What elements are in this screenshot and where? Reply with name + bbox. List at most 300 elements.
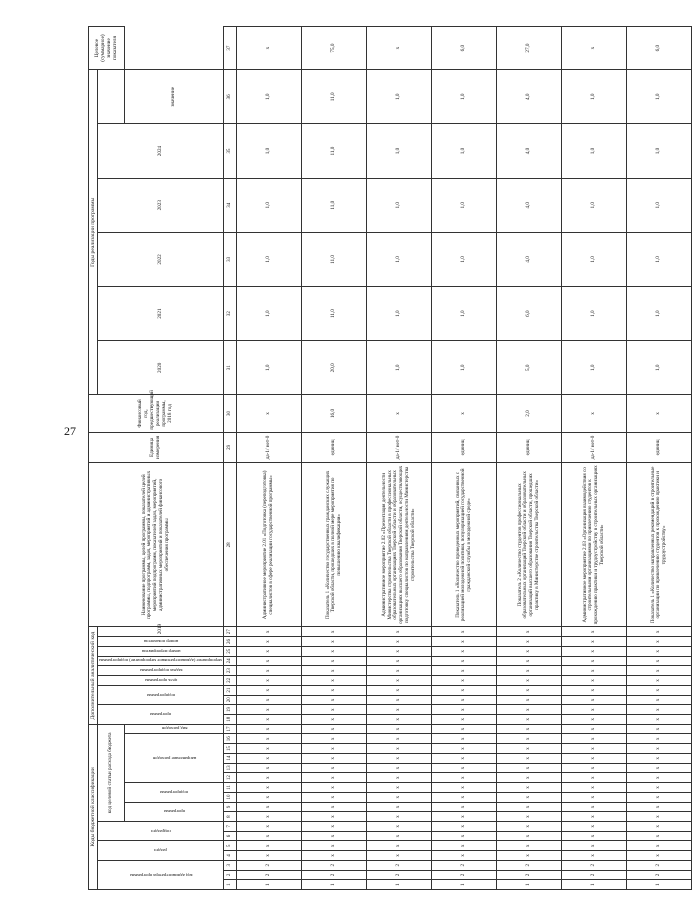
- year-value: 11,0: [302, 178, 367, 232]
- code-cell: x: [302, 715, 367, 725]
- code-cell: x: [432, 715, 497, 725]
- code-cell: 2: [237, 870, 302, 880]
- code-cell: x: [237, 646, 302, 656]
- code-cell: x: [237, 792, 302, 802]
- code-cell: x: [302, 783, 367, 793]
- code-cell: x: [367, 724, 432, 734]
- year-value: 1,0: [562, 124, 627, 178]
- code-cell: x: [562, 802, 627, 812]
- unit-cell: единиц: [627, 432, 692, 463]
- code-cell: x: [627, 666, 692, 676]
- code-cell: x: [497, 666, 562, 676]
- code-cell: x: [432, 831, 497, 841]
- code-cell: x: [367, 802, 432, 812]
- code-cell: x: [302, 646, 367, 656]
- col-num: 17: [224, 724, 237, 734]
- code-cell: x: [562, 637, 627, 647]
- year-value: 1,0: [562, 287, 627, 341]
- additional-code-header: Дополнительный аналитический код: [89, 627, 98, 724]
- code-cell: x: [432, 627, 497, 637]
- col-num: 20: [224, 695, 237, 705]
- code-cell: x: [627, 676, 692, 686]
- code-cell: 1: [237, 880, 302, 890]
- year-value: 1,0: [432, 287, 497, 341]
- code-cell: x: [432, 676, 497, 686]
- code-cell: x: [237, 685, 302, 695]
- expense-type-header: вид расходов: [125, 724, 224, 734]
- code-cell: x: [432, 637, 497, 647]
- years-header: Годы реализации программы: [89, 70, 98, 395]
- section-header: раздел: [98, 841, 224, 860]
- code-cell: x: [367, 812, 432, 822]
- code-cell: x: [237, 656, 302, 666]
- code-cell: x: [562, 812, 627, 822]
- code-cell: x: [627, 792, 692, 802]
- code-cell: x: [302, 656, 367, 666]
- code-cell: x: [627, 763, 692, 773]
- code-cell: x: [562, 695, 627, 705]
- code-cell: x: [562, 676, 627, 686]
- col-num: 8: [224, 812, 237, 822]
- code-cell: x: [627, 812, 692, 822]
- col-num: 25: [224, 646, 237, 656]
- header-row-1: [89, 27, 98, 890]
- code-cell: x: [627, 753, 692, 763]
- page-number: 27: [64, 424, 76, 438]
- year-value: 1,0: [627, 287, 692, 341]
- col-num: 34: [224, 178, 237, 232]
- code-cell: x: [432, 783, 497, 793]
- code-cell: x: [237, 627, 302, 637]
- year-value: 1,0: [237, 70, 302, 124]
- final-value: 6,0: [432, 27, 497, 70]
- code-cell: 2: [432, 860, 497, 870]
- code-cell: x: [237, 724, 302, 734]
- col-num: 13: [224, 763, 237, 773]
- code-cell: x: [302, 666, 367, 676]
- code-cell: x: [237, 812, 302, 822]
- code-cell: x: [367, 831, 432, 841]
- year-value: 1,0: [432, 70, 497, 124]
- year-value: 1,0: [237, 178, 302, 232]
- code-cell: x: [367, 627, 432, 637]
- base-year-value: x: [562, 395, 627, 432]
- code-cell: x: [627, 851, 692, 861]
- code-cell: 2: [497, 860, 562, 870]
- col-num: 16: [224, 734, 237, 744]
- code-cell: x: [367, 841, 432, 851]
- code-cell: x: [302, 851, 367, 861]
- year-value: 5,0: [497, 341, 562, 395]
- code-cell: x: [497, 724, 562, 734]
- code-cell: x: [302, 812, 367, 822]
- code-cell: x: [367, 685, 432, 695]
- code-cell: x: [302, 841, 367, 851]
- code-cell: x: [432, 734, 497, 744]
- program-c-header: программа: [125, 802, 224, 821]
- col-num: 22: [224, 676, 237, 686]
- code-cell: x: [627, 841, 692, 851]
- row-description: Показатель 2 «Количество студентов профессиональных образовательных организаций Тверской области и образовательных организаций высшего образования Тверской области, прошедших практику в Министерстве строительства Тверской области»: [497, 463, 562, 627]
- code-cell: x: [367, 783, 432, 793]
- code-cell: x: [367, 715, 432, 725]
- col-num: 31: [224, 341, 237, 395]
- code-cell: x: [237, 666, 302, 676]
- code-cell: x: [627, 773, 692, 783]
- direction-header: направление расходов: [125, 734, 224, 783]
- code-cell: 2: [497, 870, 562, 880]
- year-value: 1,0: [237, 232, 302, 286]
- code-cell: x: [562, 831, 627, 841]
- code-cell: x: [562, 763, 627, 773]
- code-cell: x: [237, 753, 302, 763]
- col-num: 26: [224, 637, 237, 647]
- code-cell: x: [562, 705, 627, 715]
- year-value: 1,0: [367, 341, 432, 395]
- code-cell: x: [432, 841, 497, 851]
- final-value: 27,0: [497, 27, 562, 70]
- code-cell: x: [562, 627, 627, 637]
- code-cell: x: [367, 646, 432, 656]
- code-cell: x: [432, 851, 497, 861]
- table-row: [432, 27, 497, 890]
- code-cell: x: [497, 812, 562, 822]
- code-cell: x: [302, 802, 367, 812]
- year-value: 1,0: [562, 341, 627, 395]
- year-value: 11,0: [302, 232, 367, 286]
- year-value: 1,0: [237, 341, 302, 395]
- base-year-value: x: [432, 395, 497, 432]
- base-year-value: 16,0: [302, 395, 367, 432]
- rotated-table-wrapper: [88, 26, 668, 890]
- code-cell: x: [302, 831, 367, 841]
- code-cell: 2: [562, 870, 627, 880]
- base-year-value: x: [367, 395, 432, 432]
- code-cell: x: [302, 705, 367, 715]
- code-cell: x: [627, 705, 692, 715]
- code-cell: x: [432, 724, 497, 734]
- col-num: 15: [224, 744, 237, 754]
- code-cell: x: [367, 851, 432, 861]
- code-cell: x: [432, 812, 497, 822]
- code-cell: x: [627, 627, 692, 637]
- code-cell: x: [237, 715, 302, 725]
- year-header-1: 2019: [98, 627, 224, 637]
- fin-year-header: Финансовый год, предшествующий реализации программы, 2018 год: [89, 395, 224, 432]
- final-value: x: [237, 27, 302, 70]
- col-num: 30: [224, 395, 237, 432]
- code-cell: x: [497, 851, 562, 861]
- row-description: Административное мероприятие 2.03 «Организация взаимодействия со строительными организациями по привлечению студентов к прохождению практики и трудоустройству в строительных организациях Тверской области»: [562, 463, 627, 627]
- col-num: 12: [224, 773, 237, 783]
- code-cell: x: [237, 705, 302, 715]
- code-cell: x: [497, 841, 562, 851]
- code-cell: x: [497, 831, 562, 841]
- code-cell: x: [562, 715, 627, 725]
- code-cell: x: [302, 695, 367, 705]
- col-num: 32: [224, 287, 237, 341]
- code-cell: x: [367, 656, 432, 666]
- code-cell: x: [562, 646, 627, 656]
- code-cell: 2: [432, 870, 497, 880]
- code-cell: x: [302, 627, 367, 637]
- code-cell: x: [497, 676, 562, 686]
- code-cell: x: [237, 773, 302, 783]
- code-cell: x: [497, 802, 562, 812]
- year-value: 4,0: [497, 178, 562, 232]
- code-cell: x: [237, 637, 302, 647]
- code-cell: x: [237, 744, 302, 754]
- year-header-6: 2024: [98, 124, 224, 178]
- col-num: 5: [224, 841, 237, 851]
- code-cell: x: [562, 773, 627, 783]
- row-description: Административное мероприятие 2.01 «Подготовка (переподготовка) специалистов в сфере реализации государственной программы»: [237, 463, 302, 627]
- code-cell: x: [562, 744, 627, 754]
- year-value: 20,0: [302, 341, 367, 395]
- year-value: 1,0: [432, 341, 497, 395]
- code-cell: x: [367, 734, 432, 744]
- code-cell: x: [497, 646, 562, 656]
- year-value: 4,0: [497, 70, 562, 124]
- col-num: 4: [224, 851, 237, 861]
- names-header: Наименование программы, целей программы, показателей целей программы, подпрограмм, задач, мероприятий и административных мероприятий подпрограмм, показателей задач, мероприятий, административных мероприятий и показателей финансового обеспечения программы: [89, 463, 224, 627]
- code-cell: x: [432, 773, 497, 783]
- year-value: 4,0: [497, 232, 562, 286]
- code-cell: x: [627, 744, 692, 754]
- year-value: 11,0: [302, 70, 367, 124]
- code-cell: x: [237, 821, 302, 831]
- code-cell: 2: [627, 860, 692, 870]
- base-year-value: 2,0: [497, 395, 562, 432]
- code-cell: x: [432, 802, 497, 812]
- code-cell: x: [302, 676, 367, 686]
- subprogram-a-header: подпрограмма: [98, 685, 224, 704]
- table-row: [497, 27, 562, 890]
- code-cell: x: [367, 705, 432, 715]
- year-value: 1,0: [562, 70, 627, 124]
- year-value: 1,0: [627, 341, 692, 395]
- year-value: 6,0: [497, 287, 562, 341]
- code-cell: x: [497, 695, 562, 705]
- code-cell: x: [432, 705, 497, 715]
- year-value: 1,0: [237, 287, 302, 341]
- code-cell: x: [237, 734, 302, 744]
- subprogram-c-header: подпрограмма: [125, 783, 224, 802]
- year-value: 1,0: [432, 232, 497, 286]
- program-table: [88, 26, 692, 890]
- code-cell: 1: [562, 880, 627, 890]
- code-cell: x: [237, 802, 302, 812]
- col-num: 3: [224, 860, 237, 870]
- code-cell: x: [302, 763, 367, 773]
- year-value: 1,0: [627, 178, 692, 232]
- table-row: [627, 27, 692, 890]
- indicator-header: номер показателя: [98, 637, 224, 647]
- unit-cell: да-1/ нет-0: [562, 432, 627, 463]
- code-cell: x: [562, 656, 627, 666]
- table-row: [302, 27, 367, 890]
- year-value: 1,0: [237, 124, 302, 178]
- unit-header: Единица измерения: [89, 432, 224, 463]
- code-cell: x: [302, 821, 367, 831]
- code-cell: x: [562, 792, 627, 802]
- code-cell: x: [497, 821, 562, 831]
- code-cell: x: [497, 637, 562, 647]
- table-row: [367, 27, 432, 890]
- code-cell: x: [497, 685, 562, 695]
- table-body: [224, 27, 692, 890]
- code-cell: x: [497, 705, 562, 715]
- table-row: [237, 27, 302, 890]
- code-cell: x: [302, 724, 367, 734]
- code-cell: x: [432, 744, 497, 754]
- code-cell: x: [497, 763, 562, 773]
- code-cell: x: [432, 656, 497, 666]
- unit-cell: единиц: [497, 432, 562, 463]
- code-cell: x: [627, 821, 692, 831]
- col-num: 18: [224, 715, 237, 725]
- code-cell: x: [627, 646, 692, 656]
- year-value: 1,0: [627, 232, 692, 286]
- year-value: 1,0: [432, 178, 497, 232]
- col-num: 28: [224, 463, 237, 627]
- col-num: 10: [224, 792, 237, 802]
- code-cell: x: [302, 685, 367, 695]
- code-cell: x: [497, 783, 562, 793]
- code-cell: x: [432, 666, 497, 676]
- code-cell: x: [367, 821, 432, 831]
- code-cell: x: [432, 695, 497, 705]
- code-cell: x: [367, 773, 432, 783]
- row-description: Показатель 1 «Количество государственных гражданских служащих Тверской области, прошедших в полной мере мероприятия по повышению квалификации»: [302, 463, 367, 627]
- code-cell: x: [497, 744, 562, 754]
- code-cell: x: [432, 685, 497, 695]
- program-a-header: программа: [98, 705, 224, 724]
- code-cell: x: [497, 773, 562, 783]
- year-value: 1,0: [627, 70, 692, 124]
- code-cell: x: [497, 656, 562, 666]
- code-cell: x: [562, 783, 627, 793]
- col-num: 9: [224, 802, 237, 812]
- year-value: 1,0: [367, 232, 432, 286]
- code-cell: 2: [237, 860, 302, 870]
- code-cell: x: [367, 744, 432, 754]
- col-num: 23: [224, 666, 237, 676]
- table-row: [562, 27, 627, 890]
- year-header-3: 2021: [98, 287, 224, 341]
- col-num: 14: [224, 753, 237, 763]
- col-num: 29: [224, 432, 237, 463]
- code-cell: x: [627, 734, 692, 744]
- code-cell: x: [497, 734, 562, 744]
- budget-codes-header: Коды бюджетной классификации: [89, 724, 98, 889]
- code-cell: x: [562, 753, 627, 763]
- final-value: x: [562, 27, 627, 70]
- code-cell: x: [497, 715, 562, 725]
- final-value: 75,0: [302, 27, 367, 70]
- code-cell: x: [237, 841, 302, 851]
- code-cell: 2: [562, 860, 627, 870]
- col-num: 2: [224, 870, 237, 880]
- code-cell: x: [237, 831, 302, 841]
- year-value: 1,0: [367, 178, 432, 232]
- code-cell: x: [627, 685, 692, 695]
- unit-cell: да-1/ нет-0: [237, 432, 302, 463]
- row-description: Показатель 1 «Количество направленных рекомендаций в строительные организации по привлечению студентов к прохождению практики и трудоустройству»: [627, 463, 692, 627]
- code-cell: 2: [627, 870, 692, 880]
- code-cell: x: [627, 695, 692, 705]
- final-header: Целевое (суммарное) значение показателя: [89, 27, 125, 70]
- col-num: 11: [224, 783, 237, 793]
- code-cell: x: [432, 792, 497, 802]
- code-cell: x: [562, 851, 627, 861]
- code-cell: x: [237, 676, 302, 686]
- code-cell: x: [432, 646, 497, 656]
- base-year-value: x: [237, 395, 302, 432]
- final-value: x: [367, 27, 432, 70]
- unit-cell: единиц: [432, 432, 497, 463]
- year-value: 1,0: [367, 124, 432, 178]
- code-cell: x: [237, 783, 302, 793]
- code-cell: x: [562, 724, 627, 734]
- code-cell: x: [627, 656, 692, 666]
- code-cell: 2: [302, 870, 367, 880]
- year-value: 1,0: [627, 124, 692, 178]
- year-value: 1,0: [562, 178, 627, 232]
- code-cell: x: [432, 753, 497, 763]
- task-header: задача подпрограммы: [98, 666, 224, 676]
- code-cell: x: [367, 763, 432, 773]
- code-cell: x: [497, 753, 562, 763]
- col-num: 27: [224, 627, 237, 637]
- code-cell: x: [367, 792, 432, 802]
- year-value: 11,0: [302, 124, 367, 178]
- code-cell: x: [302, 773, 367, 783]
- final-value: 6,0: [627, 27, 692, 70]
- code-cell: x: [562, 841, 627, 851]
- code-cell: 2: [367, 860, 432, 870]
- year-value: 1,0: [562, 232, 627, 286]
- code-cell: x: [562, 685, 627, 695]
- col-num: 36: [224, 70, 237, 124]
- code-cell: 1: [497, 880, 562, 890]
- year-header-2: 2020: [98, 341, 224, 395]
- column-numbers-row: [224, 27, 237, 890]
- year-value: 1,0: [367, 70, 432, 124]
- code-cell: x: [367, 666, 432, 676]
- col-num: 1: [224, 880, 237, 890]
- code-cell: 1: [432, 880, 497, 890]
- col-num: 19: [224, 705, 237, 715]
- code-cell: 1: [367, 880, 432, 890]
- col-num: 7: [224, 821, 237, 831]
- code-cell: 2: [367, 870, 432, 880]
- base-year-value: x: [627, 395, 692, 432]
- code-cell: x: [302, 734, 367, 744]
- year-value: 1,0: [432, 124, 497, 178]
- code-cell: 1: [302, 880, 367, 890]
- code-cell: x: [237, 763, 302, 773]
- code-cell: 1: [627, 880, 692, 890]
- year-value: 11,0: [302, 287, 367, 341]
- code-cell: x: [237, 695, 302, 705]
- code-cell: x: [367, 695, 432, 705]
- code-cell: x: [497, 792, 562, 802]
- col-num: 33: [224, 232, 237, 286]
- code-cell: 2: [302, 860, 367, 870]
- col-num: 6: [224, 831, 237, 841]
- code-cell: x: [627, 715, 692, 725]
